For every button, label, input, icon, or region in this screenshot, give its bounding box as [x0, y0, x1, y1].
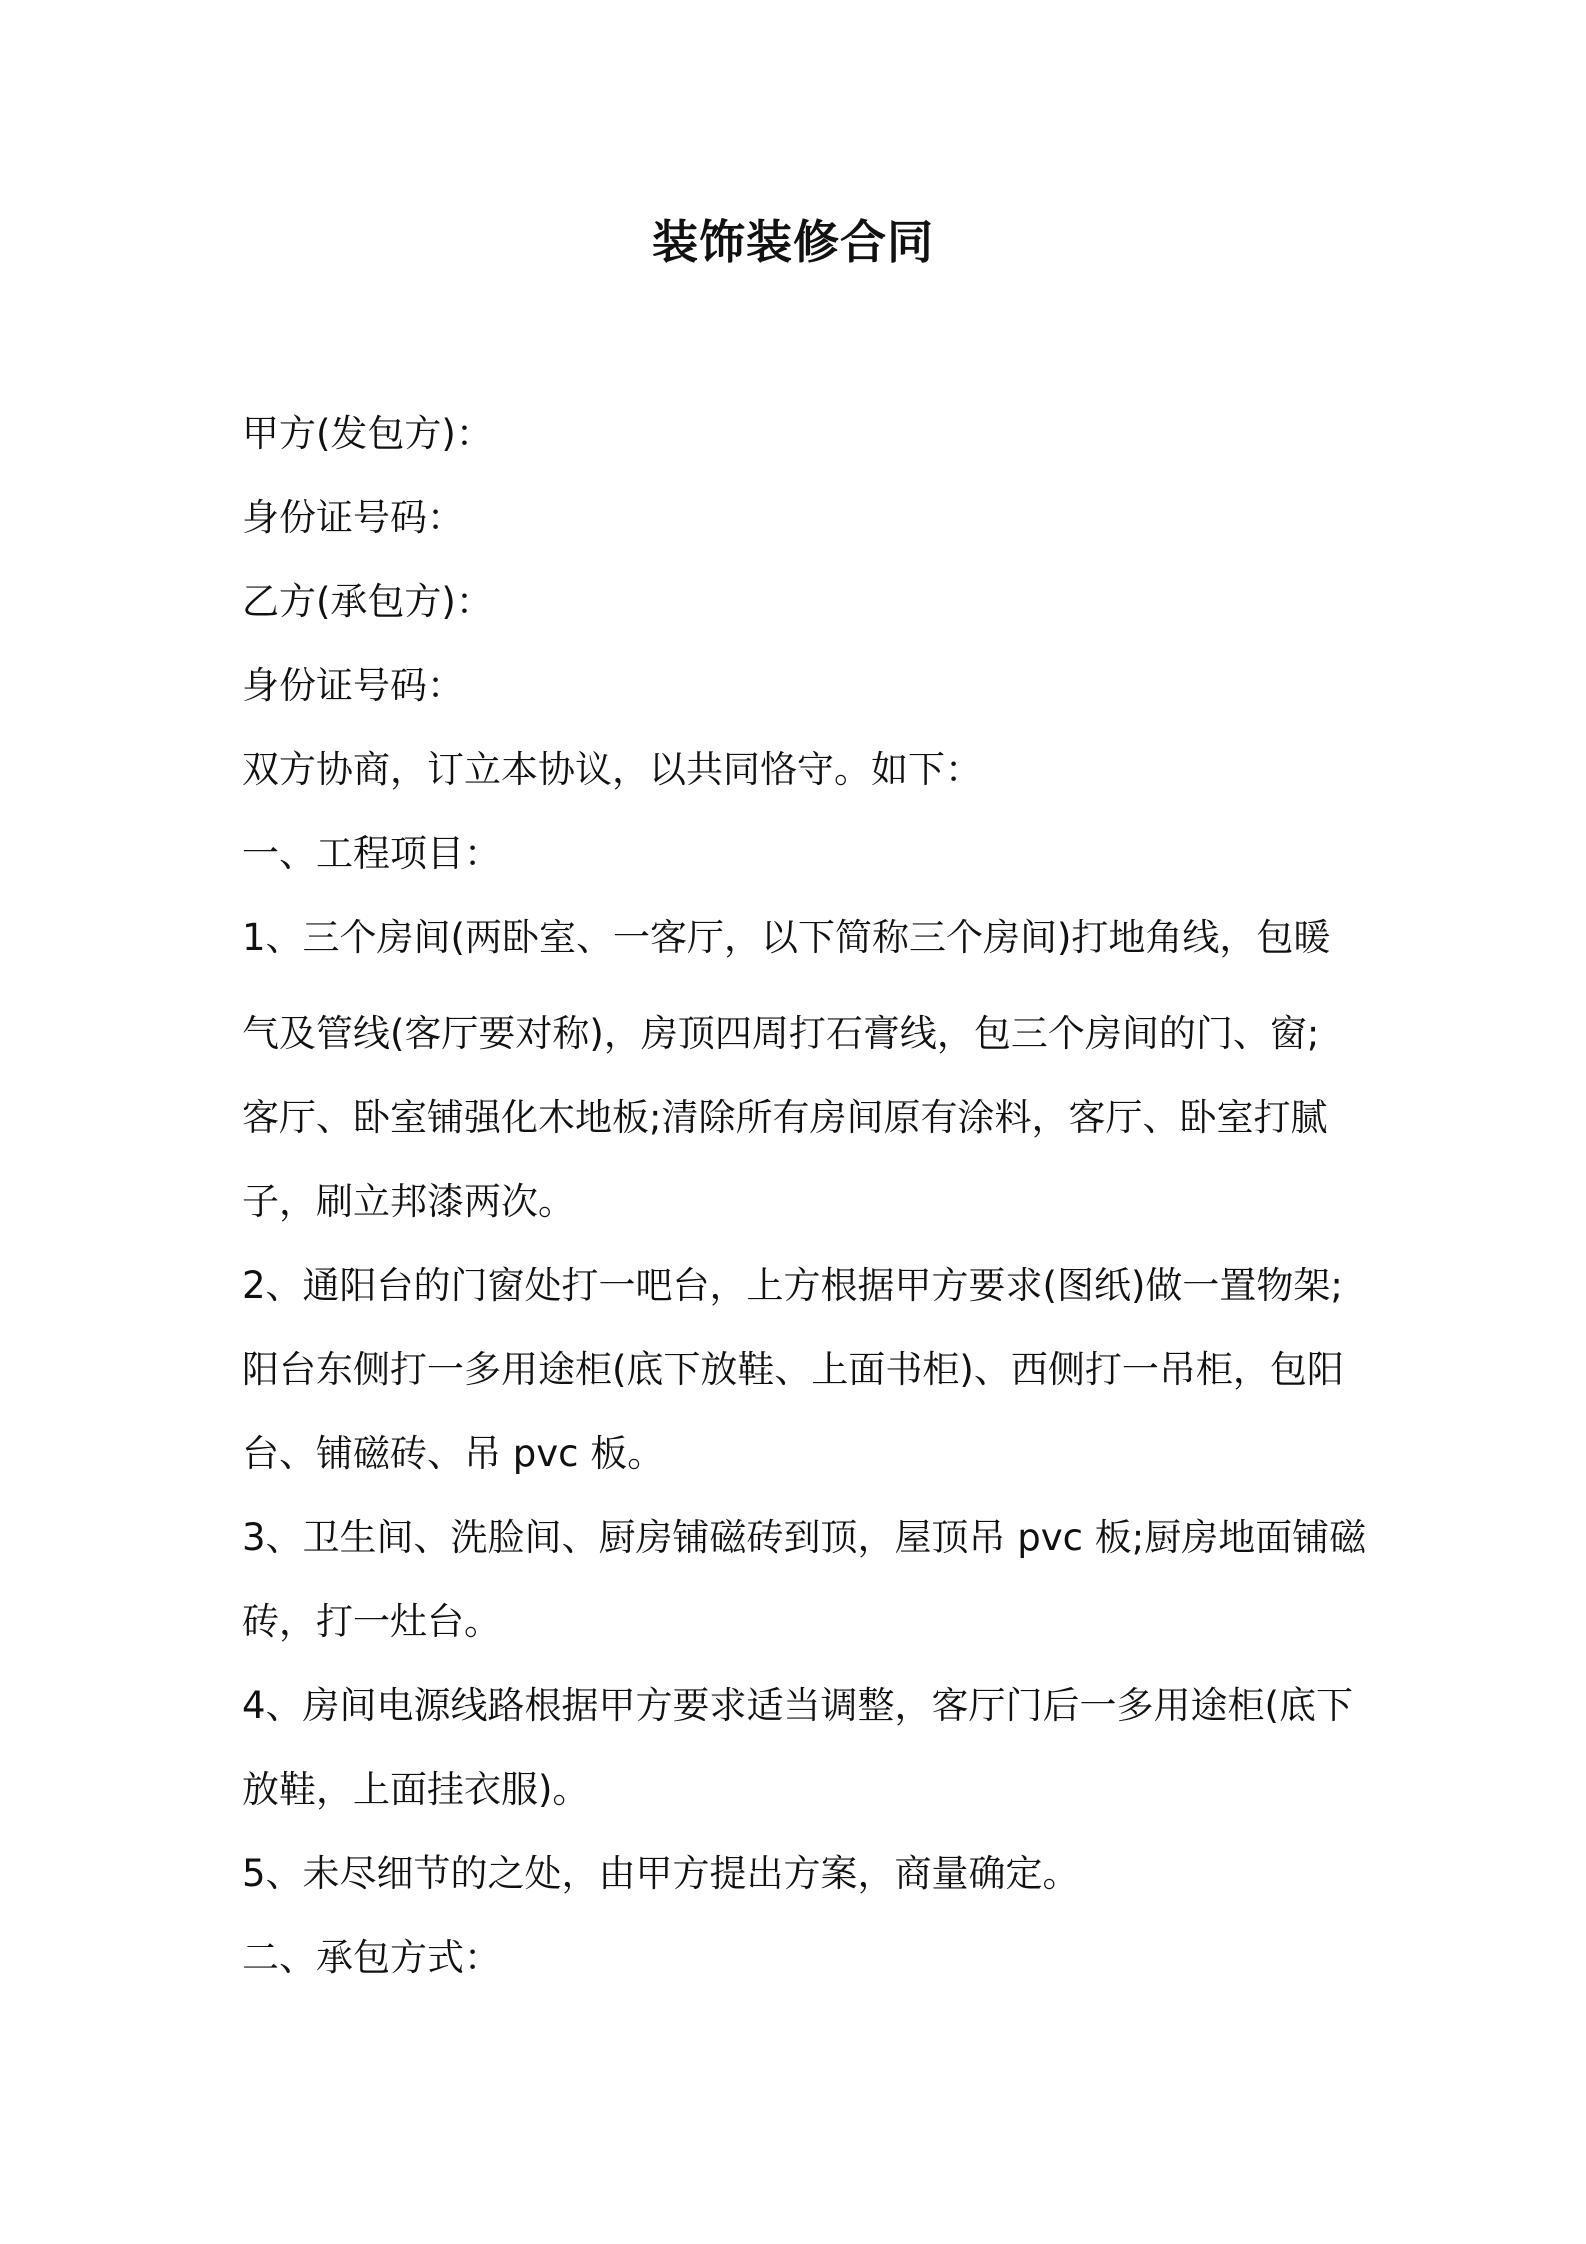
clause-line: 4、房间电源线路根据甲方要求适当调整，客厅门后一多用途柜(底下 — [242, 1684, 1353, 1727]
agreement-intro-line: 双方协商，订立本协议，以共同恪守。如下： — [242, 748, 982, 791]
clause-line: 客厅、卧室铺强化木地板;清除所有房间原有涂料，客厅、卧室打腻 — [242, 1096, 1328, 1139]
clause-line: 3、卫生间、洗脸间、厨房铺磁砖到顶，屋顶吊 pvc 板;厨房地面铺磁 — [242, 1516, 1367, 1559]
clause-line: 阳台东侧打一多用途柜(底下放鞋、上面书柜)、西侧打一吊柜，包阳 — [242, 1348, 1344, 1391]
clause-line: 砖，打一灶台。 — [242, 1600, 501, 1643]
clause-line: 气及管线(客厅要对称)，房顶四周打石膏线，包三个房间的门、窗; — [242, 1012, 1320, 1055]
party-a-id-line: 身份证号码： — [242, 496, 464, 539]
clause-line: 5、未尽细节的之处，由甲方提出方案，商量确定。 — [242, 1852, 1080, 1895]
party-b-id-line: 身份证号码： — [242, 664, 464, 707]
section-heading: 二、承包方式： — [242, 1936, 501, 1979]
clause-line: 放鞋，上面挂衣服)。 — [242, 1768, 590, 1811]
clause-line: 台、铺磁砖、吊 pvc 板。 — [242, 1432, 665, 1475]
party-a-line: 甲方(发包方)： — [242, 412, 493, 455]
clause-line: 子，刷立邦漆两次。 — [242, 1180, 575, 1223]
clause-line: 2、通阳台的门窗处打一吧台，上方根据甲方要求(图纸)做一置物架; — [242, 1264, 1343, 1307]
section-heading: 一、工程项目： — [242, 832, 501, 875]
paragraph-spacer — [242, 994, 1362, 1006]
document-title: 装饰装修合同 — [652, 215, 934, 269]
document-body — [242, 406, 1367, 2014]
party-b-line: 乙方(承包方)： — [242, 580, 493, 623]
clause-line: 1、三个房间(两卧室、一客厅，以下简称三个房间)打地角线，包暖 — [242, 916, 1331, 959]
